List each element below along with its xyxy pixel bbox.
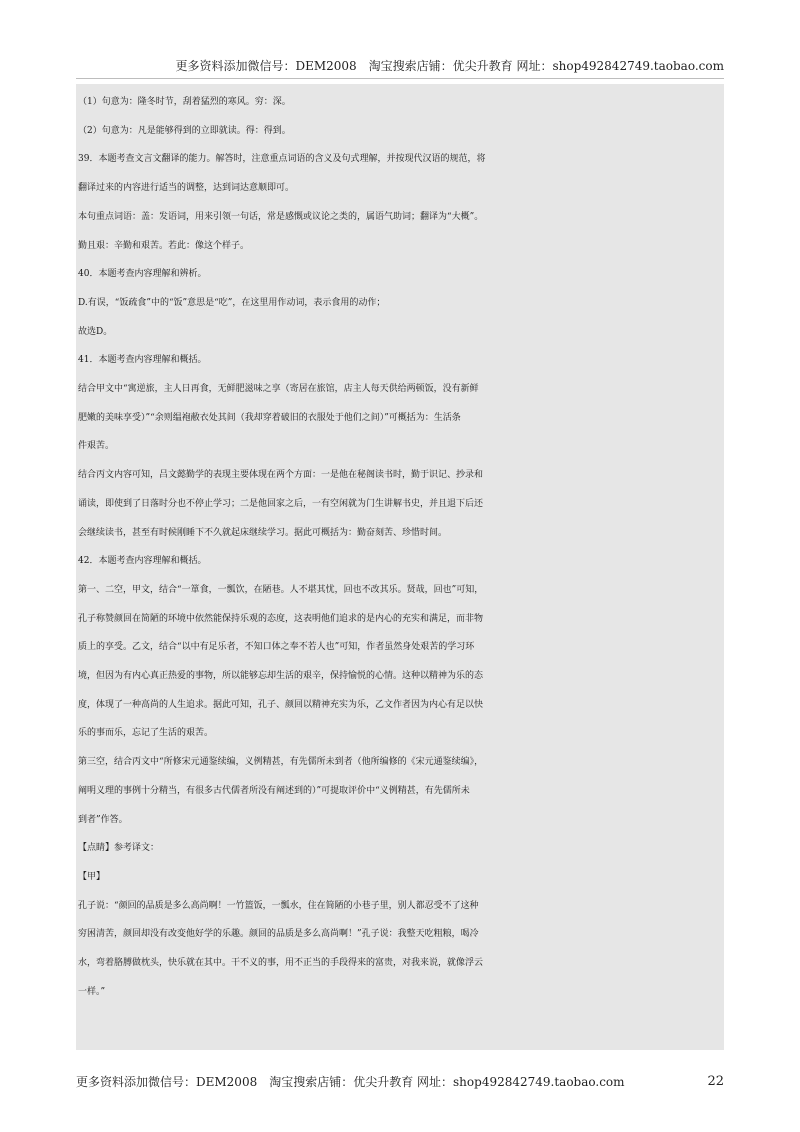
body-line: 翻译过来的内容进行适当的调整，达到词达意顺即可。 (78, 183, 295, 194)
body-line: 42．本题考查内容理解和概括。 (78, 556, 207, 567)
body-line: 诵读，即使到了日落时分也不停止学习；二是他回家之后，一有空闲就为门生讲解书史，并且退下后还 (78, 498, 484, 509)
body-line: 会继续读书，甚至有时候刚睡下不久就起床继续学习。据此可概括为：勤奋刻苦、珍惜时间。 (78, 527, 448, 538)
body-line: 41．本题考查内容理解和概括。 (78, 355, 207, 366)
body-line: D.有误，“饭疏食”中的“饭”意思是“吃”，在这里用作动词，表示食用的动作； (78, 297, 386, 308)
body-line: 阐明义理的事例十分精当，有很多古代儒者所没有阐述到的）”可提取评价中“义例精甚，有先儒所未 (78, 785, 470, 796)
body-line: 度，体现了一种高尚的人生追求。据此可知，孔子、颜回以精神充实为乐，乙文作者因为内心有足以快 (78, 699, 484, 710)
section-heading: 【甲】 (78, 871, 106, 882)
body-line: （1）句意为：隆冬时节，刮着猛烈的寒风。穷：深。 (78, 97, 291, 107)
section-heading: 【点睛】参考译文： (78, 843, 160, 854)
body-line: 水，弯着胳膊做枕头，快乐就在其中。干不义的事，用不正当的手段得来的富贵，对我来说，就像浮云 (78, 958, 484, 969)
body-line: 孔子说：“颜回的品质是多么高尚啊！一竹篮饭，一瓢水，住在简陋的小巷子里，别人都忍受不了这种 (78, 900, 479, 911)
body-line: 40．本题考查内容理解和辨析。 (78, 269, 207, 280)
page-footer: 更多资料添加微信号：DEM2008 淘宝搜索店铺：优尖升教育 网址：shop492842749.taobao.com (76, 1075, 625, 1089)
body-line: 一样。” (78, 986, 106, 997)
page-header: 更多资料添加微信号：DEM2008 淘宝搜索店铺：优尖升教育 网址：shop492842749.taobao.com (175, 59, 724, 73)
body-line: 39．本题考查文言文翻译的能力。解答时，注意重点词语的含义及句式理解，并按现代汉语的规范，将 (78, 154, 486, 165)
body-line: 肥嫩的美味享受）”“余则缊袍敝衣处其间（我却穿着破旧的衣服处于他们之间）”可概括为：生活条 (78, 412, 461, 423)
body-line: 结合丙文内容可知，吕文懿勤学的表现主要体现在两个方面：一是他在秘阁读书时，勤于识记、抄录和 (78, 470, 484, 481)
page-number: 22 (707, 1074, 724, 1089)
body-line: 故选D。 (78, 326, 113, 337)
document-body (76, 84, 724, 1050)
body-line: 勤且艰：辛勤和艰苦。若此：像这个样子。 (78, 240, 250, 251)
body-line: 件艰苦。 (78, 441, 115, 452)
body-line: 到者”作答。 (78, 814, 128, 825)
body-line: 质上的享受。乙文，结合“以中有足乐者，不知口体之奉不若人也”可知，作者虽然身处艰苦的学习环 (78, 642, 475, 653)
body-line: 穷困清苦，颜回却没有改变他好学的乐趣。颜回的品质是多么高尚啊！”孔子说：我整天吃粗粮，喝冷 (78, 929, 479, 940)
header-divider (76, 78, 724, 79)
body-line: 第三空，结合丙文中“所修宋元通鉴续编，义例精甚，有先儒所未到者（他所编修的《宋元通鉴续编》， (78, 757, 484, 768)
body-line: 第一、二空，甲文，结合“一箪食，一瓢饮，在陋巷。人不堪其忧，回也不改其乐。贤哉，回也”可知， (78, 584, 484, 595)
body-line: 结合甲文中“寓逆旅，主人日再食，无鲜肥滋味之享（寄居在旅馆，店主人每天供给两顿饭，没有新鲜 (78, 384, 479, 395)
body-line: 境，但因为有内心真正热爱的事物，所以能够忘却生活的艰辛，保持愉悦的心情。这种以精神为乐的态 (78, 671, 484, 682)
body-line: （2）句意为：凡是能够得到的立即就读。得：得到。 (78, 125, 291, 136)
body-line: 本句重点词语：盖：发语词，用来引领一句话，常是感慨或议论之类的，属语气助词；翻译为“大概”。 (78, 211, 484, 222)
body-line: 乐的事而乐，忘记了生活的艰苦。 (78, 728, 214, 739)
body-line: 孔子称赞颜回在简陋的环境中依然能保持乐观的态度，这表明他们追求的是内心的充实和满足，而非物 (78, 613, 484, 624)
